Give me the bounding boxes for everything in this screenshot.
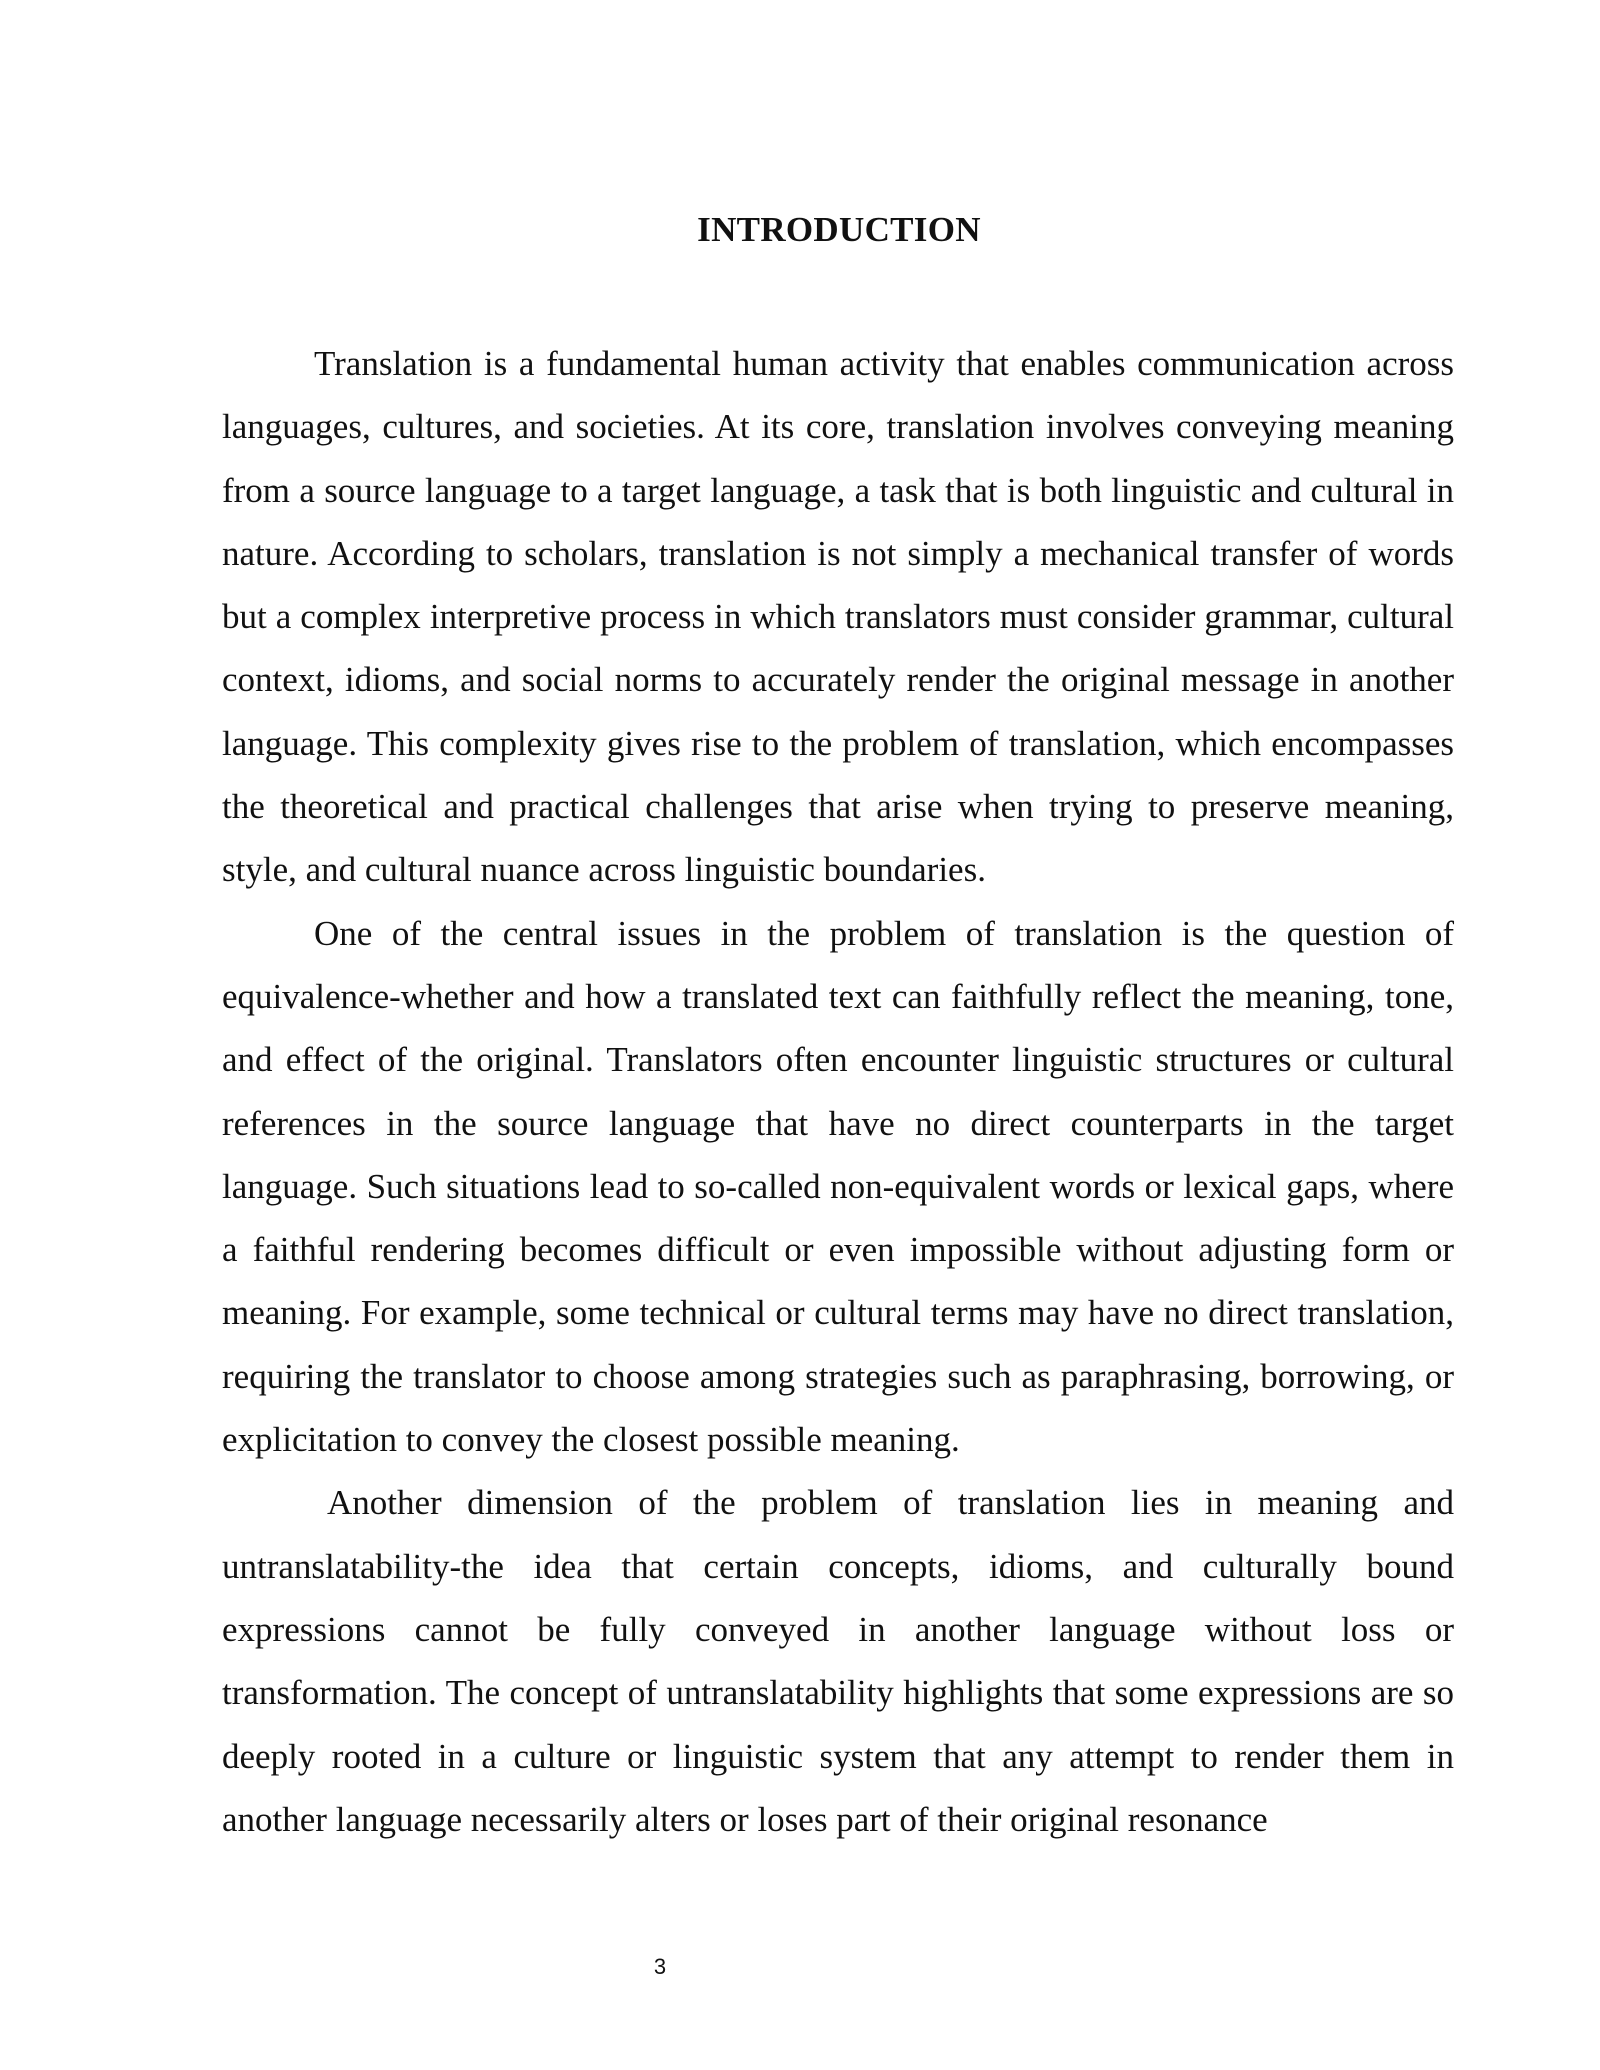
page-number: 3 [653, 1954, 667, 1979]
body-text [222, 332, 1454, 1851]
paragraph-3: Another dimension of the problem of translation lies in meaning and untranslatability-the idea that certain concepts, idioms, and culturally bound expressions cannot be fully conveyed in another language without loss or transformation. The concept of untranslatability highlights that some expressions are so deeply rooted in a culture or linguistic system that any attempt to render them in another language necessarily alters or loses part of their original resonance [222, 1483, 1454, 1839]
page-title: INTRODUCTION [697, 210, 981, 249]
paragraph-2: One of the central issues in the problem of translation is the question of equivalence-whether and how a translated text can faithfully reflect the meaning, tone, and effect of the original. Translators often encounter linguistic structures or cultural references in the source language that have no direct counterparts in the target language. Such situations lead to so-called non-equivalent words or lexical gaps, where a faithful rendering becomes difficult or even impossible without adjusting form or meaning. For example, some technical or cultural terms may have no direct translation, requiring the translator to choose among strategies such as paraphrasing, borrowing, or explicitation to convey the closest possible meaning. [222, 913, 1454, 1460]
paragraph-1: Translation is a fundamental human activity that enables communication across languages, cultures, and societies. At its core, translation involves conveying meaning from a source language to a target language, a task that is both linguistic and cultural in nature. According to scholars, translation is not simply a mechanical transfer of words but a complex interpretive process in which translators must consider grammar, cultural context, idioms, and social norms to accurately render the original message in another language. This complexity gives rise to the problem of translation, which encompasses the theoretical and practical challenges that arise when trying to preserve meaning, style, and cultural nuance across linguistic boundaries. [222, 344, 1454, 890]
